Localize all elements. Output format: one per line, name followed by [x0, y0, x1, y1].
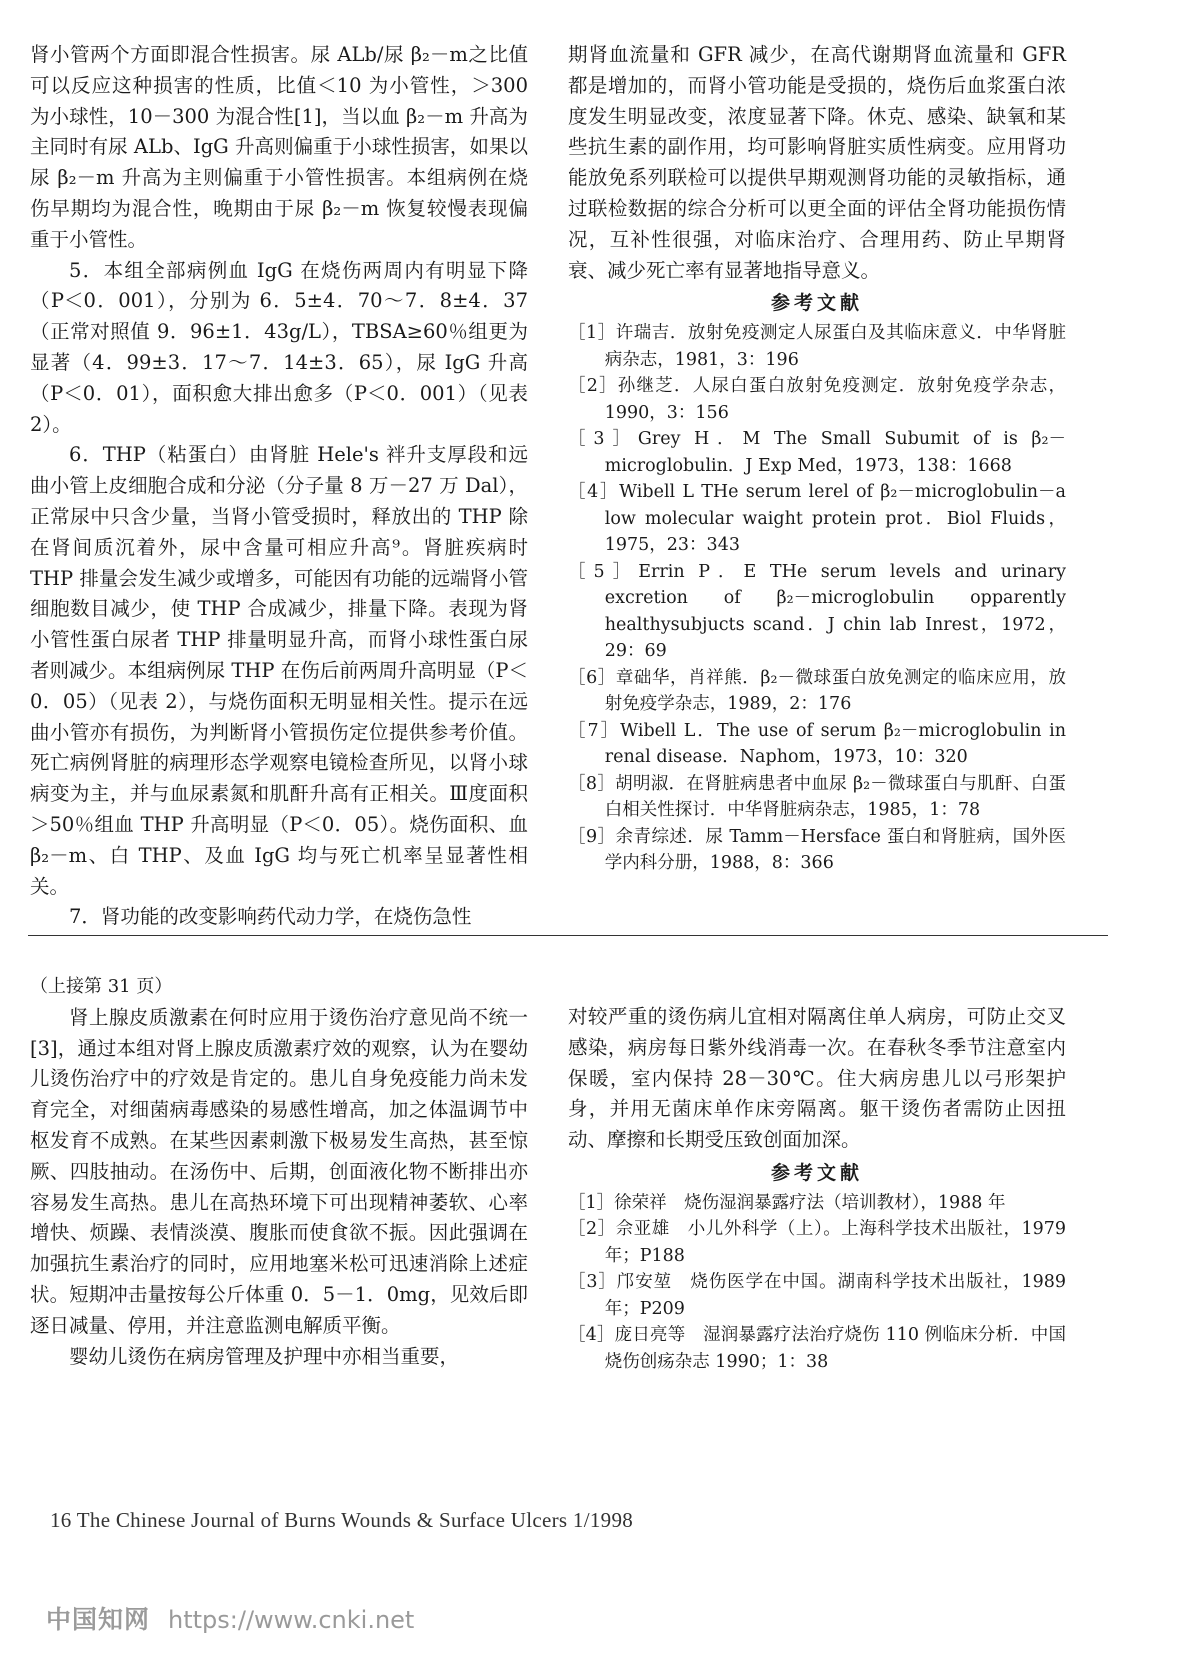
page-footer: 16 The Chinese Journal of Burns Wounds & Surface Ulcers 1/1998	[50, 1508, 634, 1532]
reference-item: ［4］Wibell L THe serum lerel of β₂－microglobulin－a low molecular waight protein prot．Biol Fluids，1975，23：343	[568, 482, 1066, 556]
continued-from-note: （上接第 31 页）	[30, 976, 173, 997]
reference-item: ［1］许瑞吉．放射免疫测定人尿蛋白及其临床意义．中华肾脏病杂志，1981，3：196	[568, 323, 1066, 370]
reference-list	[568, 320, 1066, 877]
reference-item: ［4］庞日亮等 湿润暴露疗法治疗烧伤 110 例临床分析．中国烧伤创疡杂志 1990；1：38	[568, 1325, 1066, 1372]
body-paragraph: 6．THP（粘蛋白）由肾脏 Hele's 袢升支厚段和远曲小管上皮细胞合成和分泌（分子量 8 万－27 万 Dal），正常尿中只含少量，当肾小管受损时，释放出的 THP 除在肾间质沉着外，尿中含量可相应升高⁹。肾脏疾病时 THP 排量会发生减少或增多，可能因有功能的远端肾小管细胞数目减少，使 THP 合成减少，排量下降。表现为肾小管性蛋白尿者 THP 排量明显升高，而肾小球性蛋白尿者则减少。本组病例尿 THP 在伤后前两周升高明显（P＜0．05）（见表 2），与烧伤面积无明显相关性。提示在远曲小管亦有损伤，为判断肾小管损伤定位提供参考价值。死亡病例肾脏的病理形态学观察电镜检查所见，以肾小球病变为主，并与血尿素氮和肌酐升高有正相关。Ⅲ度面积＞50％组血 THP 升高明显（P＜0．05）。烧伤面积、血 β₂－m、白 THP、及血 IgG 均与死亡机率呈显著性相关。	[30, 443, 528, 898]
reference-item: ［2］佘亚雄 小儿外科学（上）。上海科学技术出版社，1979 年；P188	[568, 1219, 1066, 1266]
body-paragraph: 肾小管两个方面即混合性损害。尿 ALb/尿 β₂－m之比值可以反应这种损害的性质，比值＜10 为小管性，＞300 为小球性，10－300 为混合性[1]，当以血 β₂－m 升高为主同时有尿 ALb、IgG 升高则偏重于小球性损害，如果以尿 β₂－m 升高为主则偏重于小管性损害。本组病例在烧伤早期均为混合性，晚期由于尿 β₂－m 恢复较慢表现偏重于小管性。	[30, 43, 528, 251]
lower-right-column	[568, 1002, 1066, 1375]
body-paragraph: 期肾血流量和 GFR 减少，在高代谢期肾血流量和 GFR 都是增加的，而肾小管功能是受损的，烧伤后血浆蛋白浓度发生明显改变，浓度显著下降。休克、感染、缺氧和某些抗生素的副作用，均可影响肾脏实质性病变。应用肾功能放免系列联检可以提供早期观测肾功能的灵敏指标，通过联检数据的综合分析可以更全面的评估全肾功能损伤情况，互补性很强，对临床治疗、合理用药、防止早期肾衰、减少死亡率有显著地指导意义。	[568, 43, 1066, 282]
section-divider	[28, 935, 1108, 936]
body-paragraph: 婴幼儿烫伤在病房管理及护理中亦相当重要，	[69, 1344, 460, 1368]
reference-item: ［1］徐荣祥 烧伤湿润暴露疗法（培训教材），1988 年	[568, 1192, 1006, 1213]
cnki-watermark	[46, 1600, 414, 1636]
reference-item: ［3］邝安堃 烧伤医学在中国。湖南科学技术出版社，1989 年；P209	[568, 1272, 1066, 1319]
lower-left-column	[30, 972, 528, 1372]
reference-item: ［9］余青综述．尿 Tamm－Hersface 蛋白和肾脏病，国外医学内科分册，1988，8：366	[568, 826, 1066, 874]
body-paragraph: 肾上腺皮质激素在何时应用于烫伤治疗意见尚不统一[3]，通过本组对肾上腺皮质激素疗效的观察，认为在婴幼儿烫伤治疗中的疗效是肯定的。患儿自身免疫能力尚未发育完全，对细菌病毒感染的易感性增高，加之体温调节中枢发育不成熟。在某些因素刺激下极易发生高热，甚至惊厥、四肢抽动。在汤伤中、后期，创面液化物不断排出亦容易发生高热。患儿在高热环境下可出现精神萎软、心率增快、烦躁、表情淡漠、腹胀而使食欲不振。因此强调在加强抗生素治疗的同时，应用地塞米松可迅速消除上述症状。短期冲击量按每公斤体重 0．5－1．0mg，见效后即逐日减量、停用，并注意监测电解质平衡。	[30, 1005, 528, 1337]
body-paragraph: 7．肾功能的改变影响药代动力学，在烧伤急性	[69, 905, 472, 929]
body-paragraph: 5．本组全部病例血 IgG 在烧伤两周内有明显下降（P＜0．001），分别为 6．5±4．70～7．8±4．37（正常对照值 9．96±1．43g/L），TBSA≥60％组更为显著（4．99±3．17～7．14±3．65），尿 IgG 升高（P＜0．01），面积愈大排出愈多（P＜0．001）（见表 2）。	[30, 258, 528, 436]
watermark-url[interactable]: https://www.cnki.net	[168, 1606, 415, 1634]
reference-item: ［2］孙继芝．人尿白蛋白放射免疫测定．放射免疫学杂志，1990，3：156	[568, 376, 1066, 423]
references-heading: 参考文献	[770, 1161, 863, 1184]
upper-left-column	[30, 40, 528, 933]
body-paragraph: 对较严重的烫伤病儿宜相对隔离住单人病房，可防止交叉感染，病房每日紫外线消毒一次。在春秋冬季节注意室内保暖，室内保持 28－30℃。住大病房患儿以弓形架护身，并用无菌床单作床旁隔离。躯干烫伤者需防止因扭动、摩擦和长期受压致创面加深。	[568, 1005, 1066, 1152]
reference-item: ［8］胡明淑．在肾脏病患者中血尿 β₂－微球蛋白与肌酐、白蛋白相关性探讨．中华肾脏病杂志，1985，1：78	[568, 773, 1066, 821]
upper-right-column	[568, 40, 1066, 877]
reference-item: ［6］章础华，肖祥熊．β₂－微球蛋白放免测定的临床应用，放射免疫学杂志，1989，2：176	[568, 667, 1066, 715]
reference-item: ［5］Errin P．E THe serum levels and urinary excretion of β₂－microglobulin opparently healthysubjucts scand．J chin lab Inrest，1972，29：69	[568, 561, 1066, 662]
references-heading: 参考文献	[770, 292, 863, 315]
reference-list	[568, 1190, 1066, 1376]
watermark-site-name: 中国知网	[46, 1605, 151, 1634]
reference-item: ［7］Wibell L．The use of serum β₂－microglobulin in renal disease．Naphom，1973，10：320	[568, 720, 1066, 768]
reference-item: ［3］Grey H．M The Small Subumit of is β₂－microglobulin．J Exp Med，1973，138：1668	[568, 429, 1066, 476]
